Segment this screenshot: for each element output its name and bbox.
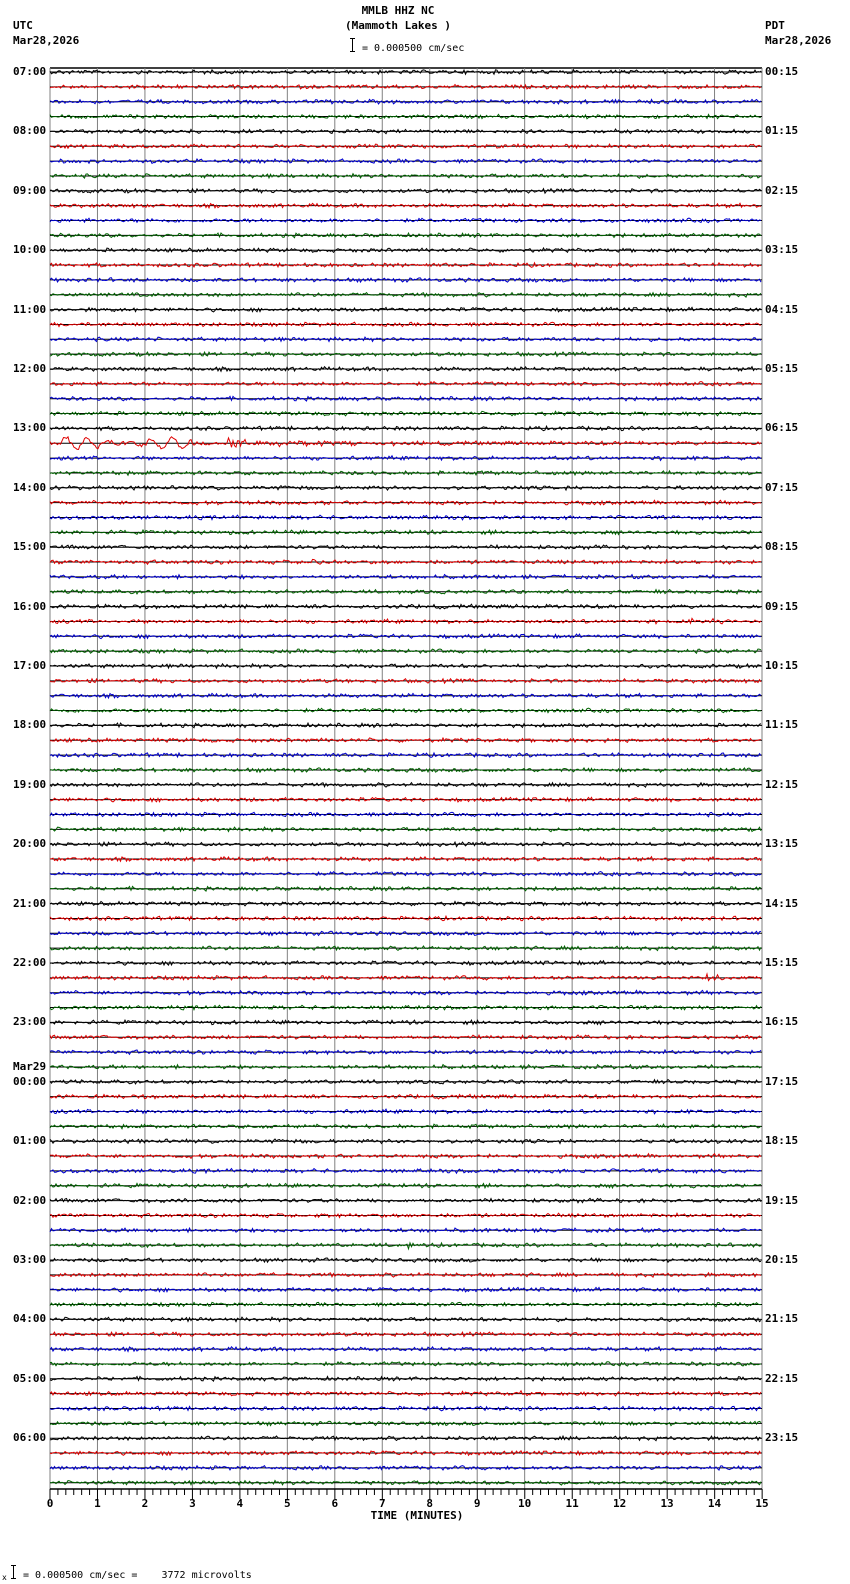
- utc-hour-label: 18:00: [13, 718, 47, 732]
- pdt-hour-label: 16:15: [765, 1015, 799, 1029]
- trace-row: [50, 974, 761, 981]
- pdt-hour-label: 04:15: [765, 302, 799, 316]
- footer-scale-bar-icon: [13, 1565, 19, 1579]
- trace-row: [50, 278, 761, 282]
- right-date: Mar28,2026: [765, 34, 832, 47]
- utc-hour-label: 14:00: [13, 480, 47, 494]
- x-tick-label: 0: [46, 1497, 54, 1510]
- pdt-hour-label: 13:15: [765, 837, 799, 851]
- pdt-hour-label: 20:15: [765, 1253, 799, 1266]
- pdt-hour-label: 06:15: [765, 421, 799, 435]
- x-tick-label: 15: [755, 1497, 769, 1510]
- trace-row: [50, 1169, 761, 1174]
- x-tick-label: 6: [331, 1497, 339, 1510]
- utc-hour-label: 23:00: [13, 1015, 47, 1029]
- x-tick-label: 3: [189, 1497, 196, 1510]
- utc-hour-label: 07:00: [13, 65, 47, 78]
- pdt-hour-label: 01:15: [765, 124, 799, 138]
- trace-row: [50, 411, 761, 416]
- utc-hour-label: 22:00: [13, 956, 47, 969]
- utc-hour-label: 09:00: [13, 183, 47, 197]
- x-tick-label: 10: [518, 1497, 532, 1510]
- x-tick-label: 9: [473, 1497, 481, 1510]
- pdt-hour-label: 23:15: [765, 1431, 799, 1445]
- x-tick-label: 1: [94, 1497, 101, 1510]
- pdt-hour-label: 17:15: [765, 1074, 799, 1088]
- pdt-hour-label: 11:15: [765, 718, 799, 732]
- seismic-traces: [50, 70, 762, 1485]
- right-timezone: PDT: [765, 19, 785, 32]
- scale-label: = 0.000500 cm/sec: [362, 43, 465, 54]
- x-tick-label: 7: [378, 1497, 386, 1510]
- utc-hour-label: 10:00: [13, 243, 47, 257]
- utc-hour-label: 17:00: [13, 659, 47, 672]
- pdt-hour-label: 12:15: [765, 777, 799, 791]
- pdt-hour-label: 18:15: [765, 1134, 799, 1148]
- utc-hour-label: 21:00: [13, 896, 47, 910]
- trace-row: [50, 1035, 761, 1039]
- station-location: (Mammoth Lakes ): [345, 19, 451, 32]
- trace-row: [50, 1183, 761, 1188]
- utc-hour-label: 11:00: [13, 302, 47, 316]
- trace-row: [50, 85, 761, 89]
- utc-hour-label: 19:00: [13, 777, 47, 791]
- date-change-label: Mar29: [13, 1059, 47, 1073]
- pdt-hour-label: 14:15: [765, 896, 799, 910]
- utc-hour-label: 05:00: [13, 1371, 47, 1385]
- utc-hour-label: 12:00: [13, 362, 47, 375]
- x-tick-label: 5: [284, 1497, 291, 1510]
- x-tick-label: 14: [707, 1497, 722, 1510]
- pdt-hour-label: 08:15: [765, 540, 799, 554]
- utc-hour-label: 04:00: [13, 1312, 47, 1326]
- station-title: MMLB HHZ NC: [361, 4, 435, 17]
- utc-hour-label: 08:00: [13, 124, 47, 138]
- pdt-hour-label: 02:15: [765, 183, 799, 197]
- x-tick-label: 12: [612, 1497, 627, 1510]
- x-tick-label: 8: [426, 1497, 434, 1510]
- pdt-hour-label: 09:15: [765, 599, 799, 613]
- utc-hour-label: 06:00: [13, 1431, 47, 1445]
- utc-hour-label: 20:00: [13, 837, 47, 851]
- x-tick-label: 11: [565, 1497, 579, 1510]
- x-tick-label: 13: [660, 1497, 674, 1510]
- time-axis: [50, 1489, 762, 1499]
- pdt-hour-label: 05:15: [765, 362, 799, 375]
- x-tick-label: 2: [141, 1497, 149, 1510]
- left-timezone: UTC: [13, 19, 33, 32]
- pdt-hour-label: 21:15: [765, 1312, 799, 1326]
- utc-hour-label: 03:00: [13, 1253, 47, 1266]
- utc-hour-label: 16:00: [13, 599, 47, 613]
- trace-row: [50, 1451, 761, 1456]
- pdt-hour-label: 15:15: [765, 956, 799, 969]
- x-axis-title: TIME (MINUTES): [370, 1509, 464, 1522]
- pdt-hour-label: 22:15: [765, 1371, 799, 1385]
- left-date: Mar28,2026: [13, 34, 80, 47]
- pdt-hour-label: 19:15: [765, 1193, 799, 1207]
- pdt-hour-label: 10:15: [765, 659, 799, 672]
- trace-row: [50, 396, 761, 401]
- footer-marker: x: [2, 1573, 7, 1582]
- footer-scale-label: = 0.000500 cm/sec = 3772 microvolts: [23, 1570, 252, 1581]
- utc-hour-label: 02:00: [13, 1193, 47, 1207]
- pdt-hour-label: 07:15: [765, 480, 799, 494]
- utc-hour-label: 01:00: [13, 1134, 47, 1148]
- x-tick-label: 4: [236, 1497, 244, 1510]
- utc-hour-label: 00:00: [13, 1074, 47, 1088]
- utc-hour-label: 15:00: [13, 540, 47, 554]
- trace-row: [50, 1243, 761, 1249]
- pdt-hour-label: 03:15: [765, 243, 799, 257]
- pdt-hour-label: 00:15: [765, 65, 799, 78]
- utc-hour-label: 13:00: [13, 421, 47, 435]
